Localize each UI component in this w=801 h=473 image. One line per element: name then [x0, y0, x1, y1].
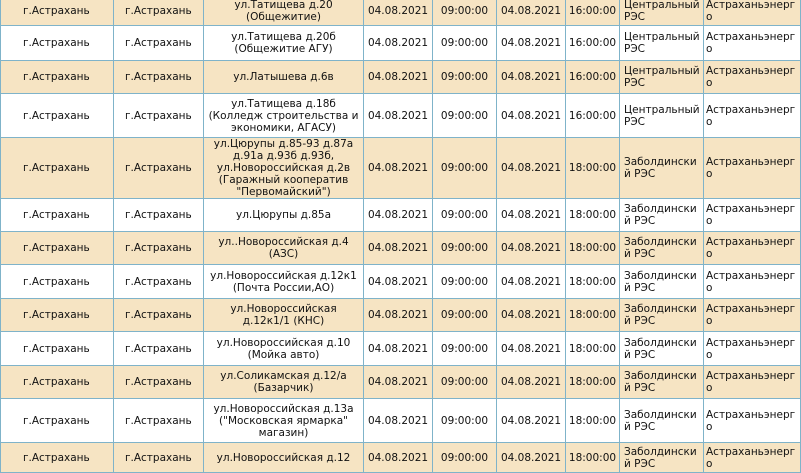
start-time-cell: 09:00:00	[433, 265, 497, 299]
district-cell: г.Астрахань	[114, 94, 204, 138]
table-row	[1, 443, 801, 473]
table-row	[1, 265, 801, 299]
organization-cell: Астраханьэнерго	[704, 199, 801, 232]
locality-cell: г.Астрахань	[1, 94, 114, 138]
start-date-cell: 04.08.2021	[364, 399, 433, 443]
end-date-cell: 04.08.2021	[497, 94, 566, 138]
res-cell: Заболдинский РЭС	[620, 299, 704, 332]
locality-cell: г.Астрахань	[1, 299, 114, 332]
start-date-cell: 04.08.2021	[364, 94, 433, 138]
start-time-cell: 09:00:00	[433, 138, 497, 199]
end-date-cell: 04.08.2021	[497, 26, 566, 61]
organization-cell: Астраханьэнерго	[704, 443, 801, 473]
table-row	[1, 138, 801, 199]
end-time-cell: 18:00:00	[566, 399, 620, 443]
res-cell: Центральный РЭС	[620, 94, 704, 138]
end-time-cell: 16:00:00	[566, 26, 620, 61]
address-cell: ул.Соликамская д.12/а (Базарчик)	[204, 366, 364, 399]
end-date-cell: 04.08.2021	[497, 61, 566, 94]
start-date-cell: 04.08.2021	[364, 366, 433, 399]
res-cell: Заболдинский РЭС	[620, 199, 704, 232]
table-row	[1, 26, 801, 61]
address-cell: ул.Новороссийская д.12к1 (Почта России,АО)	[204, 265, 364, 299]
locality-cell: г.Астрахань	[1, 138, 114, 199]
start-date-cell: 04.08.2021	[364, 199, 433, 232]
end-time-cell: 16:00:00	[566, 61, 620, 94]
end-time-cell: 18:00:00	[566, 299, 620, 332]
district-cell: г.Астрахань	[114, 443, 204, 473]
address-cell: ул.Новороссийская д.12	[204, 443, 364, 473]
district-cell: г.Астрахань	[114, 0, 204, 26]
table-row	[1, 0, 801, 26]
address-cell: ул.Новороссийская д.12к1/1 (КНС)	[204, 299, 364, 332]
address-cell: ул.Цюрупы д.85а	[204, 199, 364, 232]
start-time-cell: 09:00:00	[433, 0, 497, 26]
organization-cell: Астраханьэнерго	[704, 265, 801, 299]
district-cell: г.Астрахань	[114, 332, 204, 366]
end-date-cell: 04.08.2021	[497, 199, 566, 232]
locality-cell: г.Астрахань	[1, 61, 114, 94]
district-cell: г.Астрахань	[114, 265, 204, 299]
organization-cell: Астраханьэнерго	[704, 399, 801, 443]
address-cell: ул.Татищева д.20б (Общежитие АГУ)	[204, 26, 364, 61]
start-date-cell: 04.08.2021	[364, 26, 433, 61]
table-row	[1, 232, 801, 265]
locality-cell: г.Астрахань	[1, 26, 114, 61]
res-cell: Заболдинский РЭС	[620, 265, 704, 299]
district-cell: г.Астрахань	[114, 232, 204, 265]
end-date-cell: 04.08.2021	[497, 265, 566, 299]
district-cell: г.Астрахань	[114, 366, 204, 399]
end-date-cell: 04.08.2021	[497, 366, 566, 399]
district-cell: г.Астрахань	[114, 138, 204, 199]
res-cell: Заболдинский РЭС	[620, 399, 704, 443]
res-cell: Заболдинский РЭС	[620, 332, 704, 366]
start-time-cell: 09:00:00	[433, 366, 497, 399]
start-time-cell: 09:00:00	[433, 443, 497, 473]
start-date-cell: 04.08.2021	[364, 0, 433, 26]
address-cell: ул.Новороссийская д.10 (Мойка авто)	[204, 332, 364, 366]
end-time-cell: 18:00:00	[566, 138, 620, 199]
start-date-cell: 04.08.2021	[364, 61, 433, 94]
start-date-cell: 04.08.2021	[364, 138, 433, 199]
table-row	[1, 61, 801, 94]
district-cell: г.Астрахань	[114, 299, 204, 332]
res-cell: Центральный РЭС	[620, 61, 704, 94]
table-row	[1, 332, 801, 366]
district-cell: г.Астрахань	[114, 61, 204, 94]
organization-cell: Астраханьэнерго	[704, 232, 801, 265]
table-row	[1, 199, 801, 232]
table-row	[1, 94, 801, 138]
locality-cell: г.Астрахань	[1, 199, 114, 232]
end-time-cell: 18:00:00	[566, 232, 620, 265]
end-time-cell: 16:00:00	[566, 94, 620, 138]
end-date-cell: 04.08.2021	[497, 138, 566, 199]
organization-cell: Астраханьэнерго	[704, 26, 801, 61]
res-cell: Центральный РЭС	[620, 0, 704, 26]
locality-cell: г.Астрахань	[1, 332, 114, 366]
end-time-cell: 16:00:00	[566, 0, 620, 26]
organization-cell: Астраханьэнерго	[704, 94, 801, 138]
table-row	[1, 366, 801, 399]
start-time-cell: 09:00:00	[433, 299, 497, 332]
end-date-cell: 04.08.2021	[497, 443, 566, 473]
address-cell: ул.Татищева д.18б (Колледж строительства и экономики, АГАСУ)	[204, 94, 364, 138]
start-time-cell: 09:00:00	[433, 232, 497, 265]
end-date-cell: 04.08.2021	[497, 232, 566, 265]
locality-cell: г.Астрахань	[1, 366, 114, 399]
table-body	[1, 0, 801, 473]
end-date-cell: 04.08.2021	[497, 332, 566, 366]
table-row	[1, 299, 801, 332]
district-cell: г.Астрахань	[114, 199, 204, 232]
end-time-cell: 18:00:00	[566, 443, 620, 473]
district-cell: г.Астрахань	[114, 399, 204, 443]
address-cell: ул.Цюрупы д.85-93 д.87а д.91а д.93б д.93б, ул.Новороссийская д.2в (Гаражный кооператив "Первомайский")	[204, 138, 364, 199]
address-cell: ул.Латышева д.6в	[204, 61, 364, 94]
organization-cell: Астраханьэнерго	[704, 366, 801, 399]
start-date-cell: 04.08.2021	[364, 265, 433, 299]
start-time-cell: 09:00:00	[433, 399, 497, 443]
end-time-cell: 18:00:00	[566, 265, 620, 299]
locality-cell: г.Астрахань	[1, 399, 114, 443]
start-time-cell: 09:00:00	[433, 94, 497, 138]
end-time-cell: 18:00:00	[566, 366, 620, 399]
organization-cell: Астраханьэнерго	[704, 299, 801, 332]
start-time-cell: 09:00:00	[433, 332, 497, 366]
start-date-cell: 04.08.2021	[364, 232, 433, 265]
res-cell: Заболдинский РЭС	[620, 443, 704, 473]
locality-cell: г.Астрахань	[1, 265, 114, 299]
organization-cell: Астраханьэнерго	[704, 138, 801, 199]
organization-cell: Астраханьэнерго	[704, 332, 801, 366]
organization-cell: Астраханьэнерго	[704, 61, 801, 94]
start-time-cell: 09:00:00	[433, 26, 497, 61]
locality-cell: г.Астрахань	[1, 232, 114, 265]
start-time-cell: 09:00:00	[433, 61, 497, 94]
locality-cell: г.Астрахань	[1, 0, 114, 26]
district-cell: г.Астрахань	[114, 26, 204, 61]
end-date-cell: 04.08.2021	[497, 399, 566, 443]
res-cell: Заболдинский РЭС	[620, 232, 704, 265]
table-row	[1, 399, 801, 443]
end-time-cell: 18:00:00	[566, 199, 620, 232]
res-cell: Заболдинский РЭС	[620, 366, 704, 399]
start-date-cell: 04.08.2021	[364, 332, 433, 366]
end-time-cell: 18:00:00	[566, 332, 620, 366]
address-cell: ул.Татищева д.20 (Общежитие)	[204, 0, 364, 26]
end-date-cell: 04.08.2021	[497, 299, 566, 332]
start-time-cell: 09:00:00	[433, 199, 497, 232]
start-date-cell: 04.08.2021	[364, 299, 433, 332]
start-date-cell: 04.08.2021	[364, 443, 433, 473]
locality-cell: г.Астрахань	[1, 443, 114, 473]
address-cell: ул.Новороссийская д.13а ("Московская ярмарка" магазин)	[204, 399, 364, 443]
end-date-cell: 04.08.2021	[497, 0, 566, 26]
res-cell: Заболдинский РЭС	[620, 138, 704, 199]
organization-cell: Астраханьэнерго	[704, 0, 801, 26]
address-cell: ул..Новороссийская д.4 (АЗС)	[204, 232, 364, 265]
res-cell: Центральный РЭС	[620, 26, 704, 61]
